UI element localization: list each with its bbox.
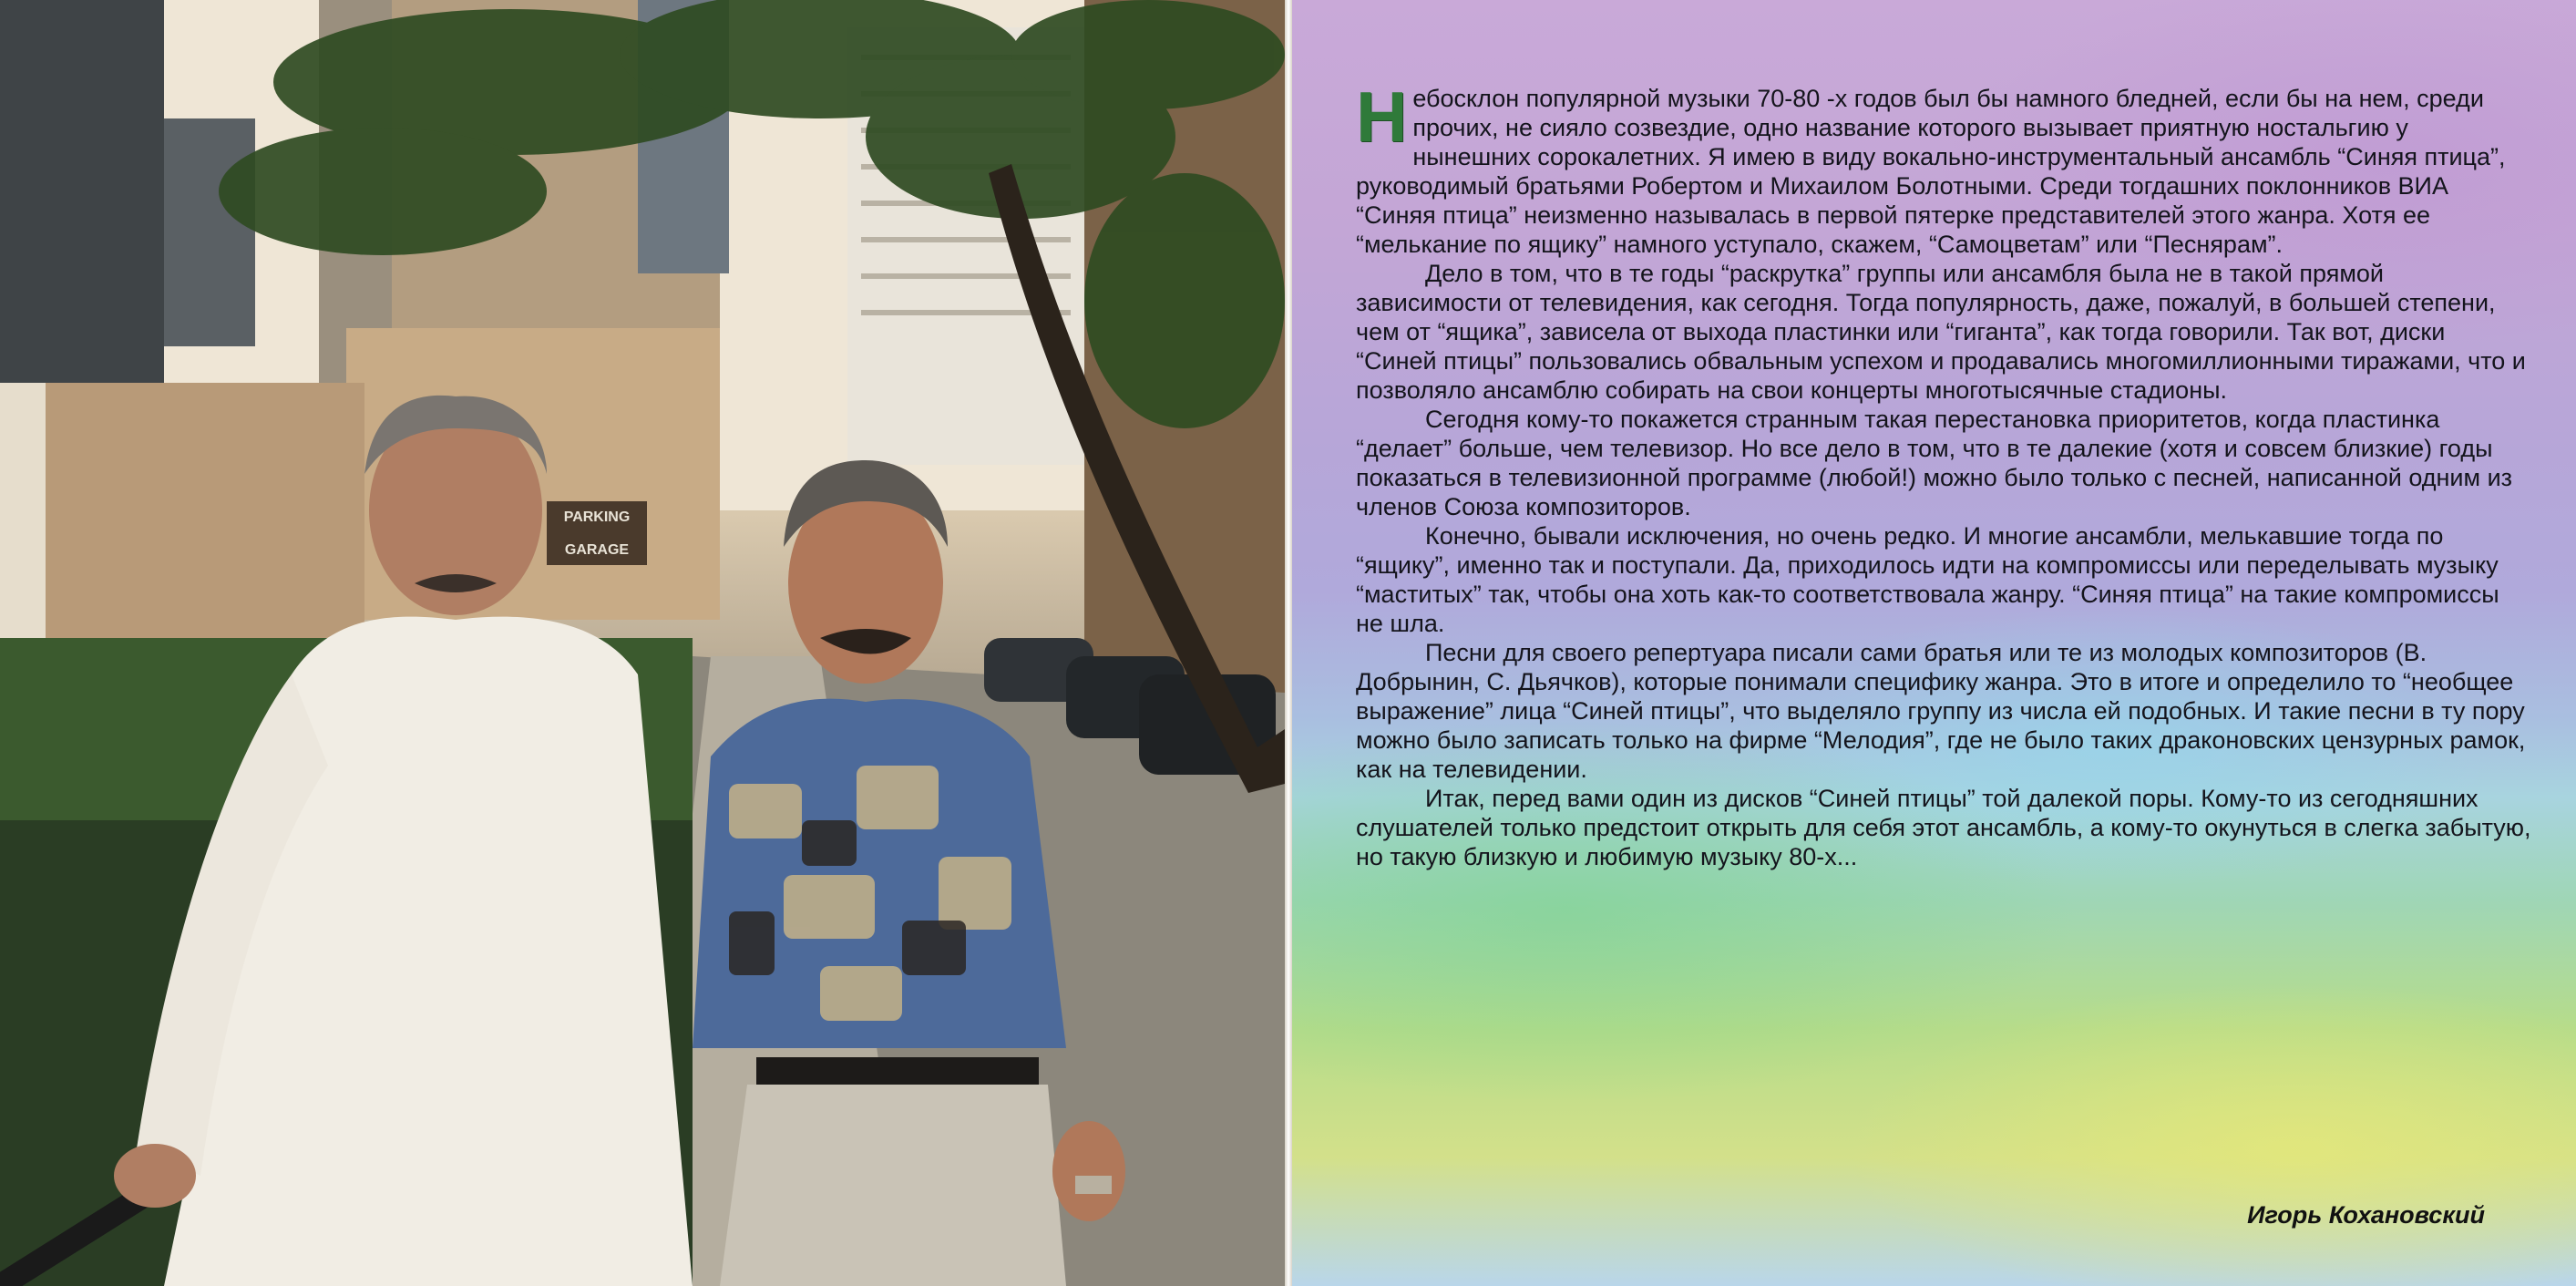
text-panel [1292,0,2576,1286]
author-signature: Игорь Кохановский [2247,1201,2485,1229]
paragraph-2: Дело в том, что в те годы “раскрутка” группы или ансамбля была не в такой прямой зависимости от телевидения, как сегодня. Тогда популярность, даже, пожалуй, в большей степени, чем от “ящика”, зависела от выхода пластинки или “гиганта”, как тогда говорили. Так вот, диски “Синей птицы” пользовались обвальным успехом и продавались многомиллионными тиражами, что и позволяло ансамблю собирать на свои концерты многотысячные стадионы. [1356,260,2526,404]
paragraph-4: Конечно, бывали исключения, но очень редко. И многие ансамбли, мелькавшие тогда по “ящику”, именно так и поступали. Да, приходилось идти на компромиссы или переделывать музыку “маститых” так, чтобы она хоть как-то соответствовала жанру. “Синяя птица” на такие компромиссы не шла. [1356,522,2499,637]
street-photo-illustration [0,0,1285,1286]
drop-cap: Н [1356,77,1408,157]
booklet-fold [1285,0,1292,1286]
svg-text:GARAGE: GARAGE [564,542,630,558]
paragraph-6: Итак, перед вами один из дисков “Синей птицы” той далекой поры. Кому-то из сегодняшних слушателей только предстоит открыть для себя этот ансамбль, а кому-то окунуться в слегка забытую, но такую близкую и любимую музыку 80-х... [1356,785,2531,870]
paragraph-5: Песни для своего репертуара писали сами братья или те из молодых композиторов (В. Добрынин, С. Дьячков), которые понимали специфику жанра. Это в итоге и определило то “необщее выражение” лица “Синей птицы”, что выделяло группу из числа ей подобных. И такие песни в ту пору можно было записать только на фирме “Мелодия”, где не было таких драконовских цензурных рамок, как на телевидении. [1356,639,2526,783]
cover-photo [0,0,1285,1286]
svg-text:PARKING: PARKING [563,509,631,525]
liner-notes [1356,77,2531,1187]
paragraph-3: Сегодня кому-то покажется странным такая перестановка приоритетов, когда пластинка “делает” больше, чем телевизор. Но все дело в том, что в те далекие (хотя и совсем близкие) годы показаться в телевизионной программе (любой!) можно было только с песней, написанной одним из членов Союза композиторов. [1356,406,2513,520]
paragraph-1 [1356,77,2531,259]
paragraph-text: ебосклон популярной музыки 70-80 -х годов был бы намного бледней, если бы на нем, среди прочих, не сияло созвездие, одно название которого вызывает приятную ностальгию у нынешних сорокалетних. Я имею в виду вокально-инструментальный ансамбль “Синяя птица”, руководимый братьями Робертом и Михаилом Болотными. Среди тогдашних поклонников ВИА “Синяя птица” неизменно называлась в первой пятерке представителей этого жанра. Хотя ее “мелькание по ящику” намного уступало, скажем, “Самоцветам” или “Песнярам”. [1356,85,2506,258]
